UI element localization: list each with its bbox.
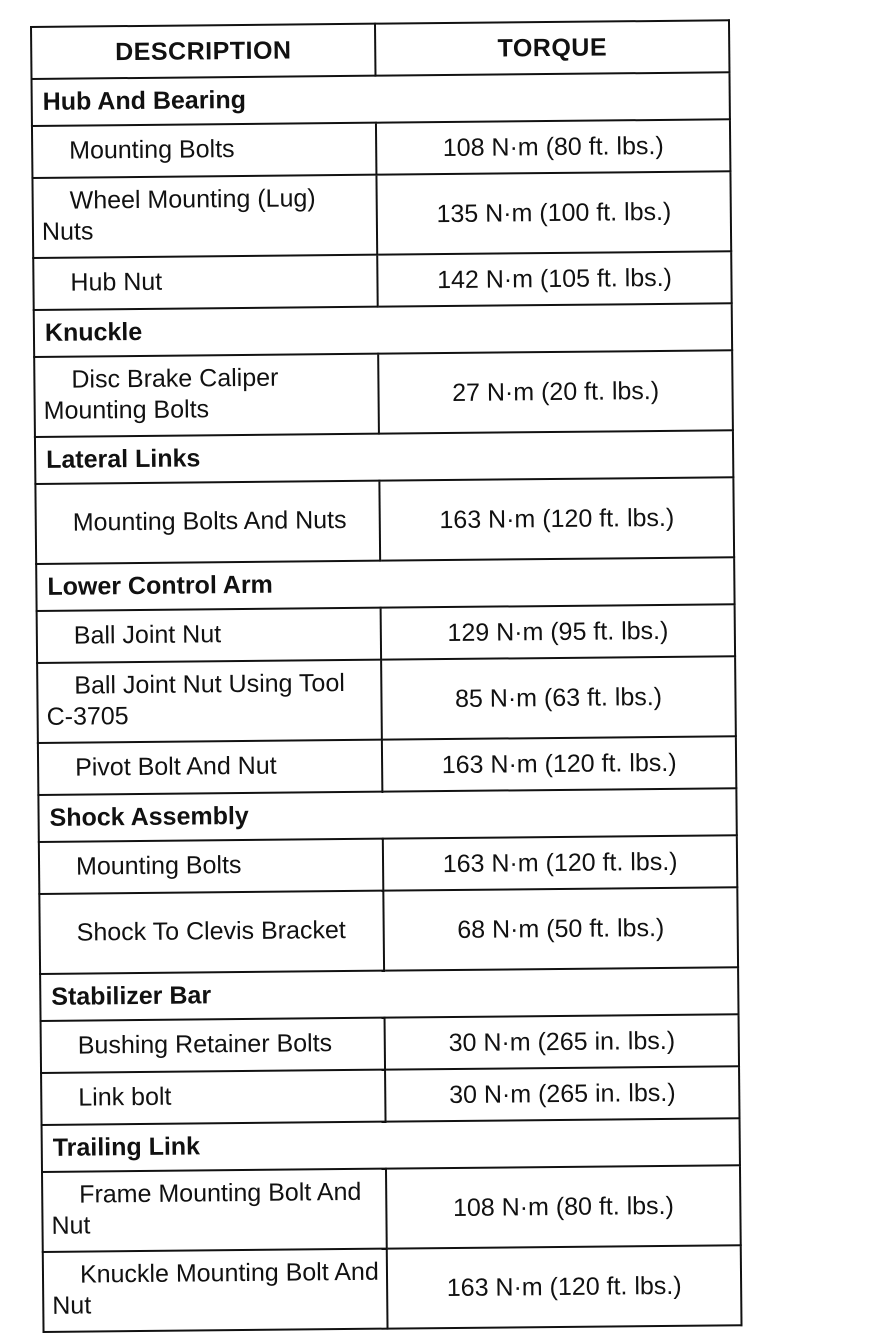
item-torque: 163 N·m (120 ft. lbs.) <box>387 1245 742 1328</box>
table-row <box>39 835 737 894</box>
table-row <box>41 1066 739 1125</box>
item-torque: 163 N·m (120 ft. lbs.) <box>380 477 735 560</box>
table-row <box>34 350 733 437</box>
group-title: Knuckle <box>34 303 732 357</box>
table-row <box>38 736 736 795</box>
group-row <box>38 788 736 842</box>
description-column-header: DESCRIPTION <box>31 24 376 79</box>
item-description-cell <box>35 481 380 564</box>
item-torque: 30 N·m (265 in. lbs.) <box>385 1014 739 1069</box>
item-torque: 85 N·m (63 ft. lbs.) <box>381 656 736 739</box>
group-title: Lateral Links <box>35 430 733 484</box>
item-description: Pivot Bolt And Nut <box>74 751 277 782</box>
item-description-cell <box>41 1070 386 1125</box>
group-row <box>40 967 738 1021</box>
item-description: Mounting Bolts <box>69 134 235 165</box>
item-description-cell <box>33 255 378 310</box>
group-row <box>42 1118 740 1172</box>
item-description: Hub Nut <box>70 267 163 297</box>
item-torque: 108 N·m (80 ft. lbs.) <box>376 119 730 174</box>
item-torque: 135 N·m (100 ft. lbs.) <box>377 171 732 254</box>
item-description-cell <box>37 660 382 743</box>
torque-column-header: TORQUE <box>375 20 729 75</box>
group-row <box>36 557 734 611</box>
item-description-cell <box>43 1249 388 1332</box>
table-header-row <box>31 20 729 79</box>
table-row <box>32 171 731 258</box>
item-description-cell <box>41 1018 386 1073</box>
item-description-cell <box>39 891 384 974</box>
item-description: Knuckle Mounting Bolt And Nut <box>52 1257 379 1320</box>
item-description-cell <box>34 354 379 437</box>
group-title: Shock Assembly <box>38 788 736 842</box>
group-row <box>35 430 733 484</box>
item-torque: 108 N·m (80 ft. lbs.) <box>386 1165 741 1248</box>
table-row <box>37 656 736 743</box>
table-row <box>39 887 738 974</box>
item-description: Ball Joint Nut <box>73 619 222 650</box>
item-description-cell <box>39 839 384 894</box>
table-row <box>32 119 730 178</box>
table-row <box>43 1245 742 1332</box>
item-description: Mounting Bolts <box>75 850 242 881</box>
table-row <box>41 1014 739 1073</box>
table-row <box>42 1165 741 1252</box>
group-title: Lower Control Arm <box>36 557 734 611</box>
item-description-cell <box>37 608 382 663</box>
item-description: Ball Joint Nut Using Tool C-3705 <box>46 669 345 731</box>
group-title: Trailing Link <box>42 1118 740 1172</box>
item-torque: 30 N·m (265 in. lbs.) <box>385 1066 739 1121</box>
item-description-cell <box>42 1169 387 1252</box>
table-row <box>35 477 734 564</box>
item-description: Shock To Clevis Bracket <box>76 915 346 947</box>
group-row <box>34 303 732 357</box>
item-description: Bushing Retainer Bolts <box>77 1028 333 1060</box>
table-row <box>33 251 731 310</box>
item-torque: 129 N·m (95 ft. lbs.) <box>381 604 735 659</box>
item-description: Frame Mounting Bolt And Nut <box>51 1177 362 1240</box>
item-torque: 68 N·m (50 ft. lbs.) <box>383 887 738 970</box>
item-torque: 163 N·m (120 ft. lbs.) <box>382 736 736 791</box>
item-torque: 27 N·m (20 ft. lbs.) <box>378 350 733 433</box>
table-body <box>32 72 742 1332</box>
group-row <box>32 72 730 126</box>
group-title: Hub And Bearing <box>32 72 730 126</box>
table-row <box>37 604 735 663</box>
item-description: Wheel Mounting (Lug) Nuts <box>41 184 316 246</box>
item-description-cell <box>38 740 383 795</box>
group-title: Stabilizer Bar <box>40 967 738 1021</box>
torque-spec-table <box>30 19 743 1333</box>
item-torque: 142 N·m (105 ft. lbs.) <box>377 251 731 306</box>
item-description-cell <box>32 123 377 178</box>
item-description: Mounting Bolts And Nuts <box>72 505 347 537</box>
item-description: Link bolt <box>78 1082 172 1112</box>
item-torque: 163 N·m (120 ft. lbs.) <box>383 835 737 890</box>
item-description-cell <box>32 175 377 258</box>
item-description: Disc Brake Caliper Mounting Bolts <box>43 363 279 425</box>
